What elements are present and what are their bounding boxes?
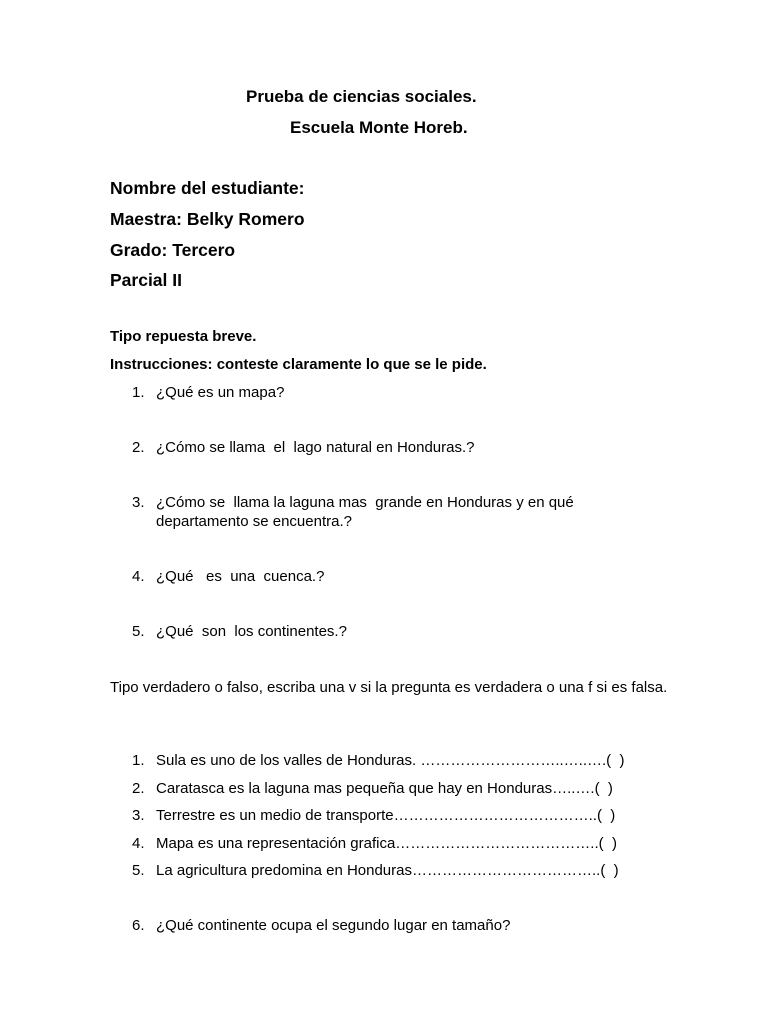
item-text: ¿Qué continente ocupa el segundo lugar en tamaño?	[156, 917, 511, 934]
question-text: ¿Cómo se llama la laguna mas grande en Honduras y en qué departamento se encuentra.?	[156, 494, 574, 530]
item-number: 3.	[132, 807, 145, 824]
item-text: Caratasca es la laguna mas pequeña que hay en Honduras…..….( )	[156, 780, 613, 797]
item-text: Sula es uno de los valles de Honduras. ………………………..…..….( )	[156, 752, 625, 769]
question-text: ¿Qué son los continentes.?	[156, 623, 347, 640]
item-number: 1.	[132, 752, 145, 769]
grade-label: Grado: Tercero	[110, 240, 236, 260]
item-text: Mapa es una representación grafica…………………………………..( )	[156, 835, 617, 852]
question-text: ¿Qué es una cuenca.?	[156, 568, 325, 585]
item-number: 5.	[132, 862, 145, 879]
teacher-label: Maestra: Belky Romero	[110, 209, 305, 229]
item-text: La agricultura predomina en Honduras………………………………..( )	[156, 862, 619, 879]
item-number: 4.	[132, 835, 145, 852]
question-number: 4.	[132, 568, 145, 585]
short-answer-heading: Tipo repuesta breve.	[110, 328, 257, 345]
item-number: 6.	[132, 917, 145, 934]
school-name: Escuela Monte Horeb.	[290, 118, 468, 137]
question-text: ¿Cómo se llama el lago natural en Honduras.?	[156, 439, 475, 456]
question-number: 2.	[132, 439, 145, 456]
item-text: Terrestre es un medio de transporte…………………………………..( )	[156, 807, 616, 824]
true-false-instructions: Tipo verdadero o falso, escriba una v si la pregunta es verdadera o una f si es falsa.	[110, 679, 668, 696]
term-label: Parcial II	[110, 270, 182, 290]
question-number: 1.	[132, 384, 145, 401]
item-number: 2.	[132, 780, 145, 797]
student-name-label: Nombre del estudiante:	[110, 178, 305, 198]
question-text: ¿Qué es un mapa?	[156, 384, 285, 401]
exam-title: Prueba de ciencias sociales.	[246, 87, 477, 106]
question-number: 3.	[132, 494, 145, 511]
question-number: 5.	[132, 623, 145, 640]
short-answer-instructions: Instrucciones: conteste claramente lo que se le pide.	[110, 356, 487, 373]
